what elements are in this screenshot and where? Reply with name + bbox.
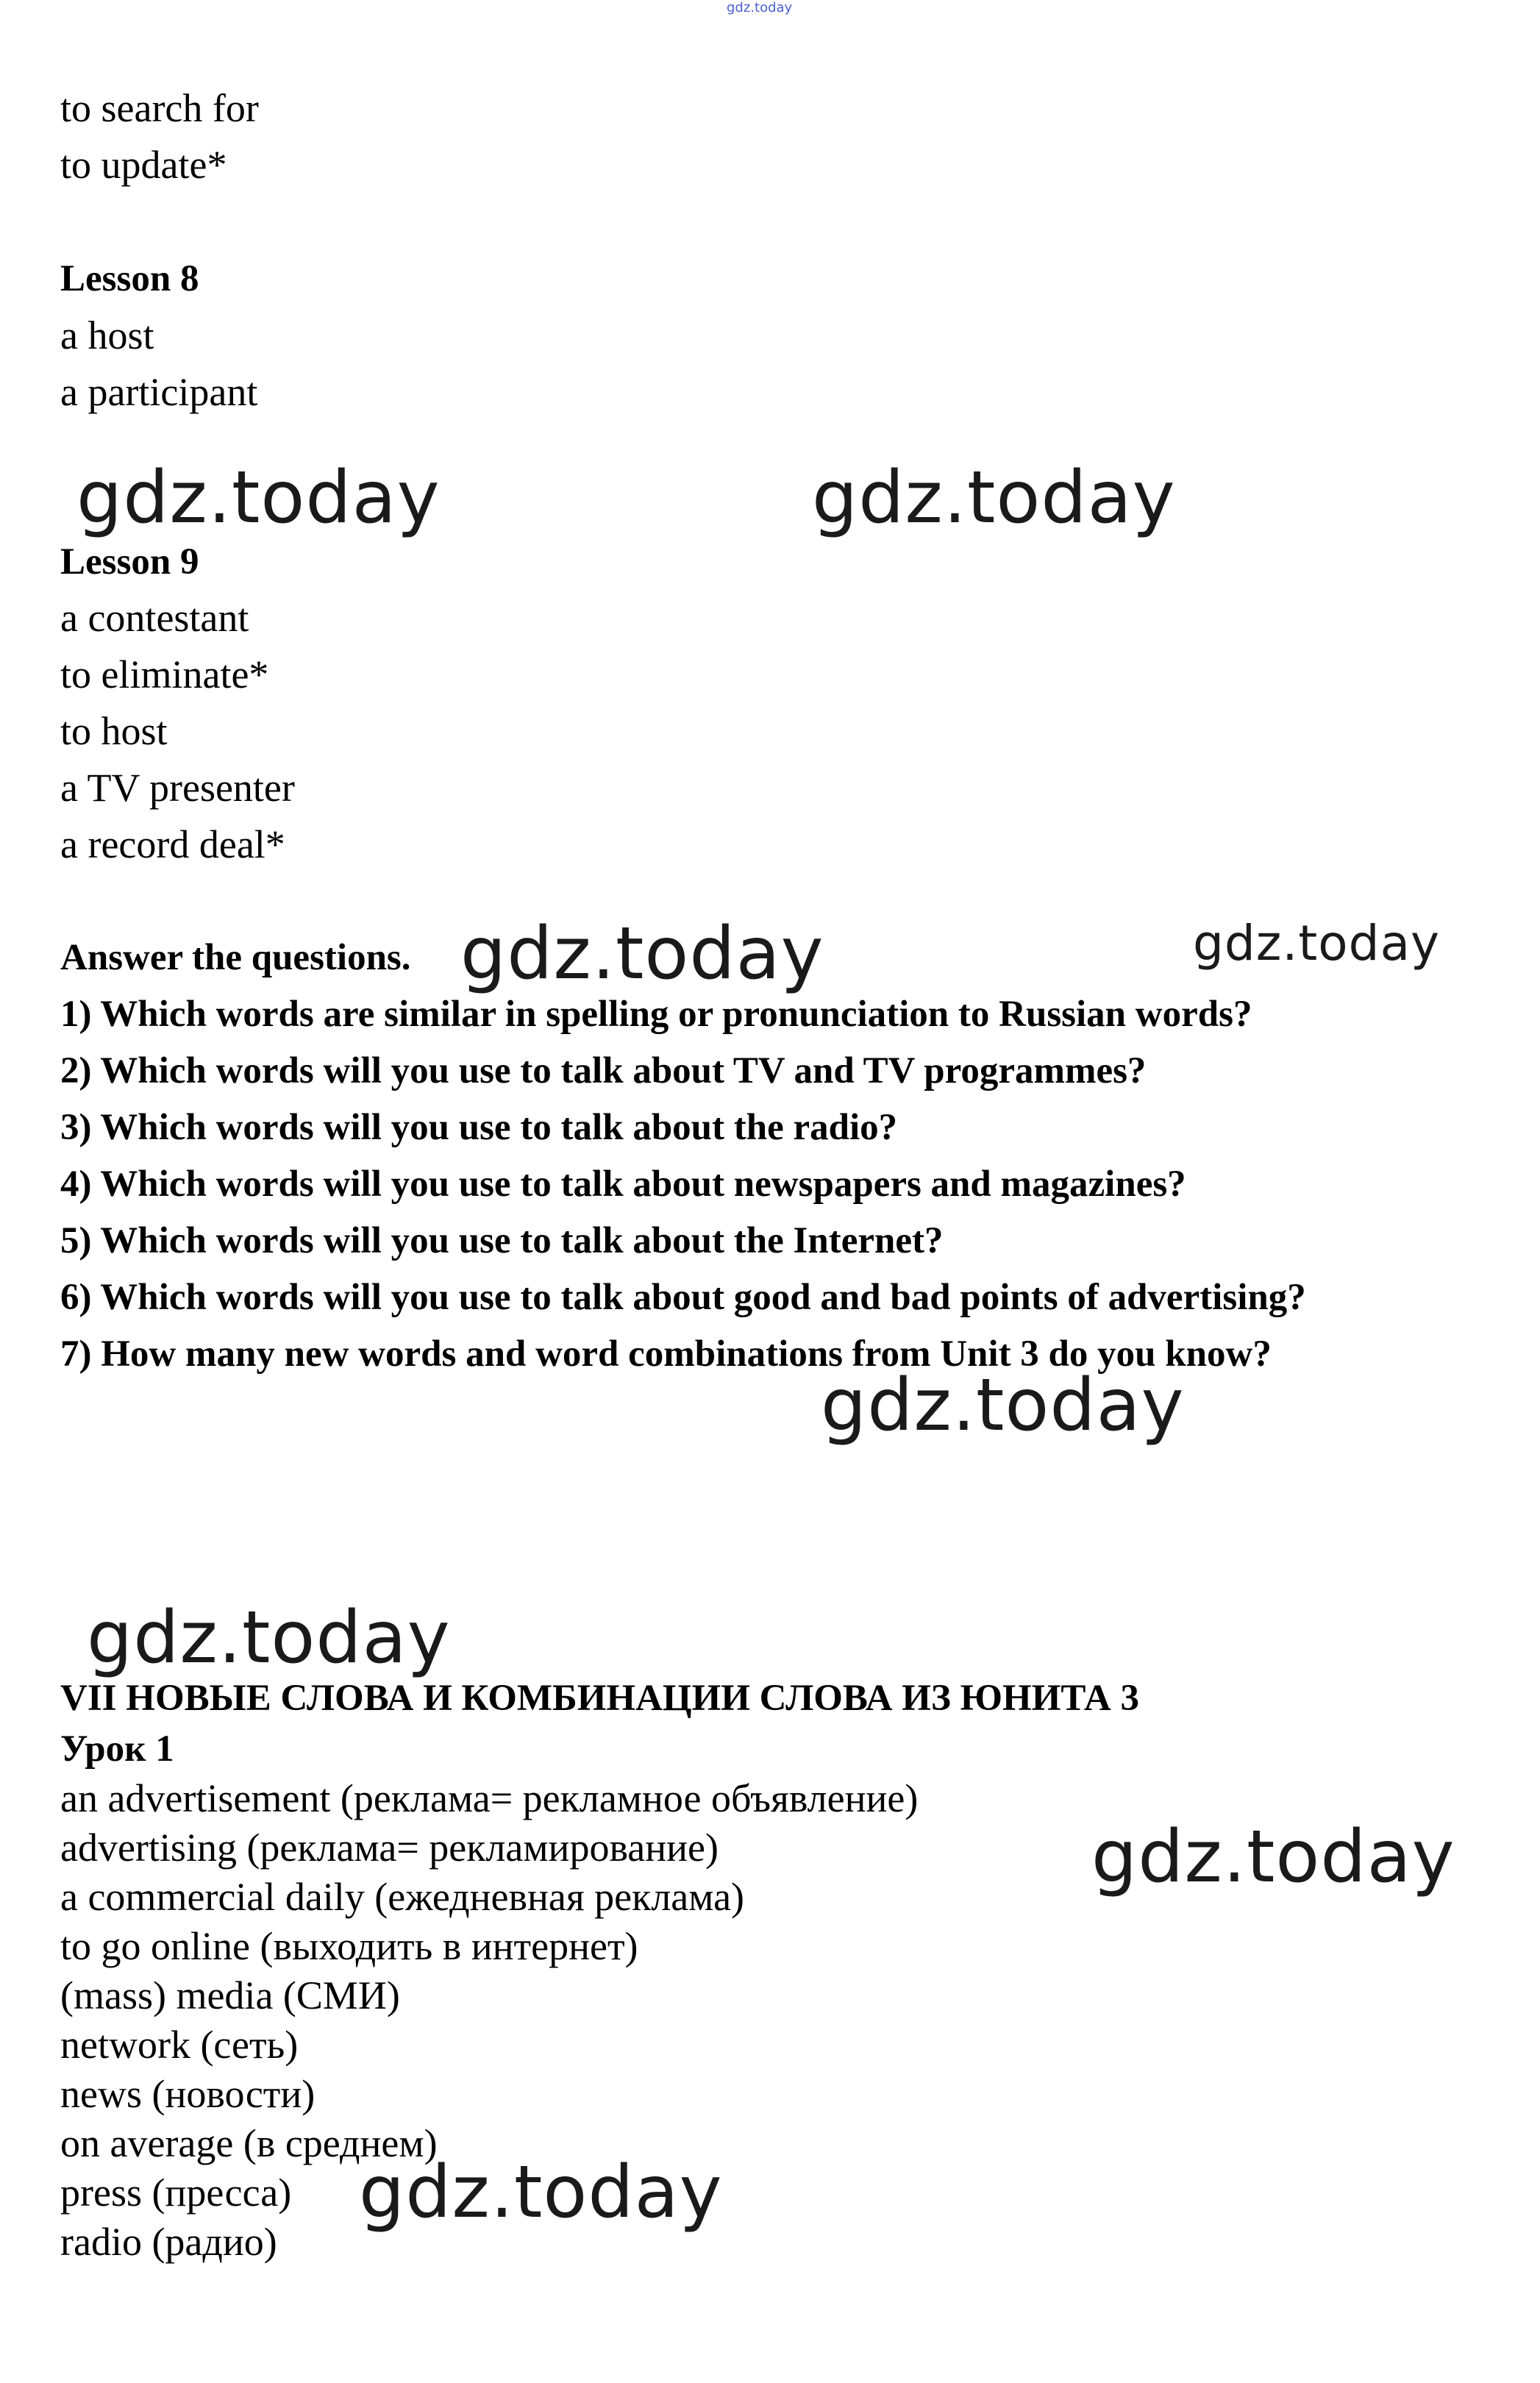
vocab-item: an advertisement (реклама= рекламное объявление) xyxy=(60,1776,919,1820)
vocab-item: a contestant xyxy=(60,596,249,640)
watermark: gdz.today xyxy=(87,1596,451,1680)
vocab-item: advertising (реклама= рекламирование) xyxy=(60,1825,719,1870)
watermark: gdz.today xyxy=(1091,1815,1455,1899)
vocab-item: a commercial daily (ежедневная реклама) xyxy=(60,1875,745,1919)
question-item: 4) Which words will you use to talk about newspapers and magazines? xyxy=(60,1164,1186,1205)
lesson-heading: Lesson 8 xyxy=(60,258,199,299)
vocab-item: to eliminate* xyxy=(60,652,269,697)
vocab-item: to go online (выходить в интернет) xyxy=(60,1924,638,1968)
lesson-heading: Урок 1 xyxy=(60,1728,174,1770)
vocab-item: to update* xyxy=(60,143,227,187)
lesson-heading: Lesson 9 xyxy=(60,541,199,583)
watermark: gdz.today xyxy=(812,456,1176,540)
question-item: 1) Which words are similar in spelling or pronunciation to Russian words? xyxy=(60,994,1252,1035)
question-item: 2) Which words will you use to talk about TV and TV programmes? xyxy=(60,1050,1147,1091)
questions-heading: Answer the questions. xyxy=(60,937,411,978)
vocab-item: news (новости) xyxy=(60,2072,316,2116)
question-item: 6) Which words will you use to talk about good and bad points of advertising? xyxy=(60,1277,1306,1318)
watermark: gdz.today xyxy=(1193,915,1441,972)
section-heading: VII НОВЫЕ СЛОВА И КОМБИНАЦИИ СЛОВА ИЗ ЮНИТА 3 xyxy=(60,1678,1139,1719)
watermark: gdz.today xyxy=(460,912,824,996)
vocab-item: a host xyxy=(60,313,154,357)
watermark: gdz.today xyxy=(76,456,441,540)
vocab-item: to host xyxy=(60,709,168,753)
vocab-item: radio (радио) xyxy=(60,2220,277,2264)
question-item: 7) How many new words and word combinations from Unit 3 do you know? xyxy=(60,1333,1272,1375)
vocab-item: on average (в среднем) xyxy=(60,2121,438,2165)
vocab-item: a TV presenter xyxy=(60,766,295,810)
vocab-item: a participant xyxy=(60,370,258,414)
vocab-item: network (сеть) xyxy=(60,2023,299,2067)
watermark: gdz.today xyxy=(821,1364,1185,1447)
question-item: 3) Which words will you use to talk about the radio? xyxy=(60,1107,898,1148)
vocab-item: press (пресса) xyxy=(60,2170,292,2215)
vocab-item: a record deal* xyxy=(60,822,285,866)
watermark: gdz.today xyxy=(359,2151,723,2234)
vocab-item: to search for xyxy=(60,86,259,130)
question-item: 5) Which words will you use to talk about the Internet? xyxy=(60,1220,944,1261)
vocab-item: (mass) media (СМИ) xyxy=(60,1973,400,2017)
top-watermark: gdz.today xyxy=(727,0,793,15)
